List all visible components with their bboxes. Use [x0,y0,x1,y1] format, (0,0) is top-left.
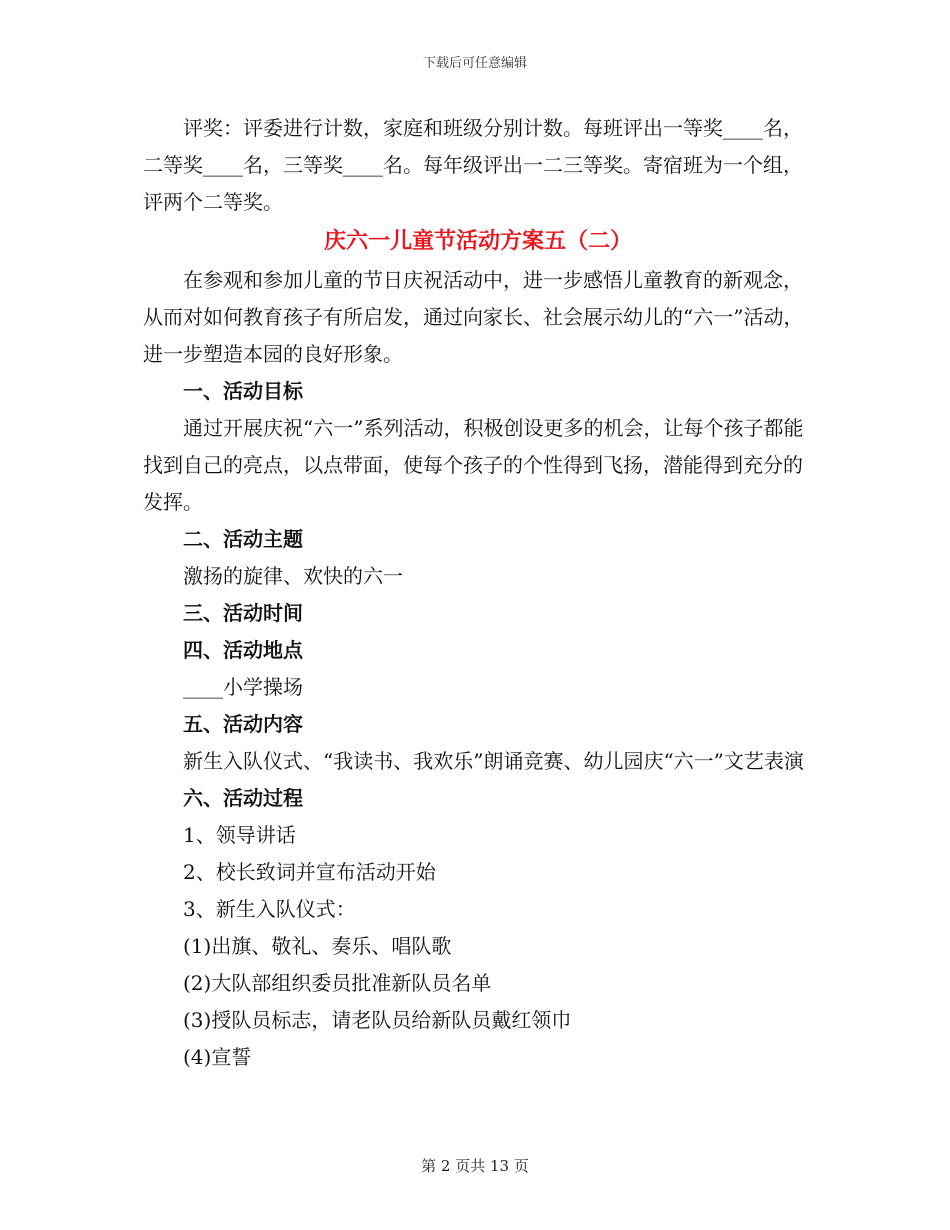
list-item: 2、校长致词并宣布活动开始 [183,860,436,884]
content-paragraph: 新生入队仪式、“我读书、我欢乐”朗诵竞赛、幼儿园庆“六一”文艺表演 [183,749,804,773]
heading-goal: 一、活动目标 [183,379,303,403]
goal-paragraph: 通过开展庆祝“六一”系列活动，积极创设更多的机会，让每个孩子都能找到自己的亮点，以点带面，使每个孩子的个性得到飞扬，潜能得到充分的发挥。 [143,416,804,514]
sub-list-item: (3)授队员标志，请老队员给新队员戴红领巾 [183,1008,572,1032]
section-title: 庆六一儿童节活动方案五（二） [323,228,632,254]
page-header: 下载后可任意编辑 [422,56,527,71]
document-body [143,110,813,1076]
heading-location: 四、活动地点 [183,638,303,662]
sub-list-item: (4)宣誓 [183,1045,252,1069]
sub-list-item: (1)出旗、敬礼、奏乐、唱队歌 [183,934,452,958]
list-item: 3、新生入队仪式： [183,897,356,921]
intro-paragraph: 评奖：评委进行计数，家庭和班级分别计数。每班评出一等奖____名，二等奖____名，三等奖____名。每年级评出一二三等奖。寄宿班为一个组，评两个二等奖。 [143,116,803,214]
heading-time: 三、活动时间 [183,601,303,625]
heading-theme: 二、活动主题 [183,527,303,551]
sub-list-item: (2)大队部组织委员批准新队员名单 [183,971,492,995]
location-text: ____小学操场 [183,675,303,699]
purpose-paragraph: 在参观和参加儿童的节日庆祝活动中，进一步感悟儿童教育的新观念，从而对如何教育孩子有所启发，通过向家长、社会展示幼儿的“六一”活动，进一步塑造本园的良好形象。 [143,268,804,366]
page-footer: 第 2 页共 13 页 [421,1157,529,1175]
heading-content: 五、活动内容 [183,712,303,736]
list-item: 1、领导讲话 [183,823,296,847]
heading-process: 六、活动过程 [183,786,303,810]
theme-text: 激扬的旋律、欢快的六一 [183,564,403,588]
